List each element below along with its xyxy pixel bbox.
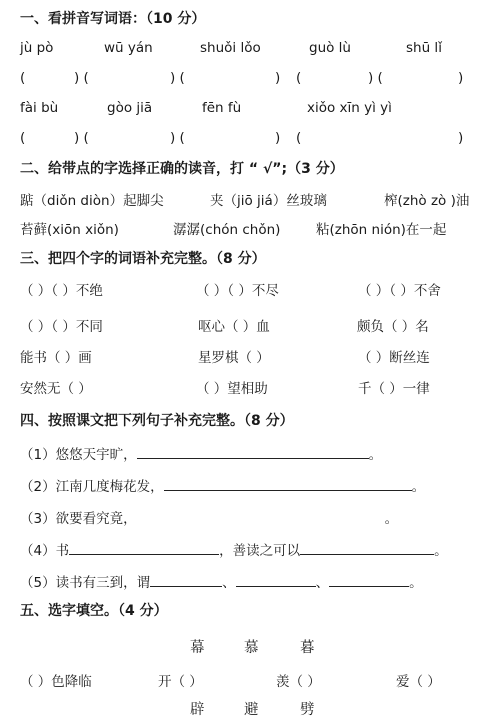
pronunciation-item: 粘(zhōn nión)在一起 (316, 222, 447, 238)
paren: ) ( (170, 70, 185, 86)
section-4-title: 四、按照课文把下列句子补充完整。（8 分） (20, 413, 294, 429)
idiom-item: （ ）（ ）不舍 (358, 283, 441, 299)
idiom-item: 呕心（ ）血 (198, 319, 270, 335)
period: 。 (409, 575, 423, 591)
sentence-1 (20, 443, 382, 463)
pinyin-item: shuǒi lǒo (200, 40, 261, 56)
sentence-text: ，善读之可以 (219, 543, 301, 559)
fill-item: 羡（ ） (276, 674, 321, 690)
pinyin-item: shū lǐ (406, 40, 442, 56)
period: 。 (411, 479, 426, 495)
period: 。 (368, 447, 383, 463)
choice-char: 辟 (190, 702, 205, 718)
pinyin-item: jù pò (20, 40, 54, 56)
section-2-title: 二、给带点的字选择正确的读音，打 “ √”;（3 分） (20, 161, 344, 177)
pronunciation-item: 潺潺(chón chǒn) (173, 222, 281, 238)
paren: ) (458, 70, 464, 86)
separator: 、 (315, 575, 330, 591)
pronunciation-item: 苔藓(xiōn xiǒn) (20, 222, 119, 238)
sentence-text: （2）江南几度梅花发， (20, 479, 164, 495)
section-1-title: 一、看拼音写词语：（10 分） (20, 11, 206, 27)
paren: ) (275, 130, 281, 146)
paren: ( (296, 130, 302, 146)
answer-blank[interactable] (300, 540, 434, 555)
choice-char: 避 (244, 702, 259, 718)
sentence-text: （1）悠悠天宇旷， (20, 447, 137, 463)
paren: ) (275, 70, 281, 86)
fill-item: 开（ ） (158, 674, 203, 690)
answer-blank[interactable] (164, 476, 412, 491)
pronunciation-item: 榨(zhò zò )油 (384, 193, 470, 209)
pronunciation-item: 夹（jiō jiá）丝玻璃 (210, 193, 327, 209)
sentence-5 (20, 571, 423, 591)
pinyin-item: xiǒo xīn yì yì (307, 100, 392, 116)
section-3-title: 三、把四个字的词语补充完整。（8 分） (20, 251, 266, 267)
pinyin-item: fēn fù (202, 100, 242, 116)
period: 。 (434, 543, 448, 559)
paren: ) ( (368, 70, 383, 86)
answer-blank[interactable] (69, 540, 219, 555)
idiom-item: （ ）（ ）不同 (20, 319, 103, 335)
choice-char: 暮 (300, 640, 315, 656)
idiom-item: （ ）（ ）不尽 (196, 283, 279, 299)
answer-blank[interactable] (137, 444, 369, 459)
choice-char: 劈 (300, 702, 315, 718)
pinyin-item: guò lù (309, 40, 351, 56)
section-5-title: 五、选字填空。（4 分） (20, 603, 168, 619)
idiom-item: 千（ ）一律 (358, 381, 430, 397)
pinyin-item: gòo jiā (107, 100, 153, 116)
paren: ) ( (170, 130, 185, 146)
choice-char: 幕 (190, 640, 205, 656)
sentence-2 (20, 475, 425, 495)
answer-blank[interactable] (236, 572, 316, 587)
idiom-item: （ ）望相助 (196, 381, 268, 397)
paren: ( (296, 70, 302, 86)
sentence-text: （5）读书有三到，谓 (20, 575, 151, 591)
idiom-item: 能书（ ）画 (20, 350, 92, 366)
pronunciation-item: 踮（diǒn diòn）起脚尖 (20, 193, 164, 209)
paren: ( (20, 70, 26, 86)
idiom-item: （ ）（ ）不绝 (20, 283, 103, 299)
choice-char: 慕 (244, 640, 259, 656)
sentence-text: （3）欲要看究竟， (20, 511, 137, 527)
idiom-item: 星罗棋（ ） (198, 350, 270, 366)
fill-item: （ ）色降临 (20, 674, 92, 690)
paren: ) (458, 130, 464, 146)
sentence-3 (20, 507, 398, 527)
paren: ( (20, 130, 26, 146)
pinyin-item: wū yán (104, 40, 153, 56)
idiom-item: （ ）断丝连 (358, 350, 430, 366)
separator: 、 (222, 575, 236, 591)
answer-blank[interactable] (329, 572, 409, 587)
fill-item: 爱（ ） (396, 674, 441, 690)
answer-blank[interactable] (150, 572, 222, 587)
pinyin-item: fài bù (20, 100, 59, 116)
period: 。 (384, 511, 399, 527)
sentence-4 (20, 539, 448, 559)
paren: ) ( (74, 130, 89, 146)
idiom-item: 颇负（ ）名 (357, 319, 429, 335)
sentence-text: （4）书 (20, 543, 70, 559)
paren: ) ( (74, 70, 89, 86)
idiom-item: 安然无（ ） (20, 381, 92, 397)
